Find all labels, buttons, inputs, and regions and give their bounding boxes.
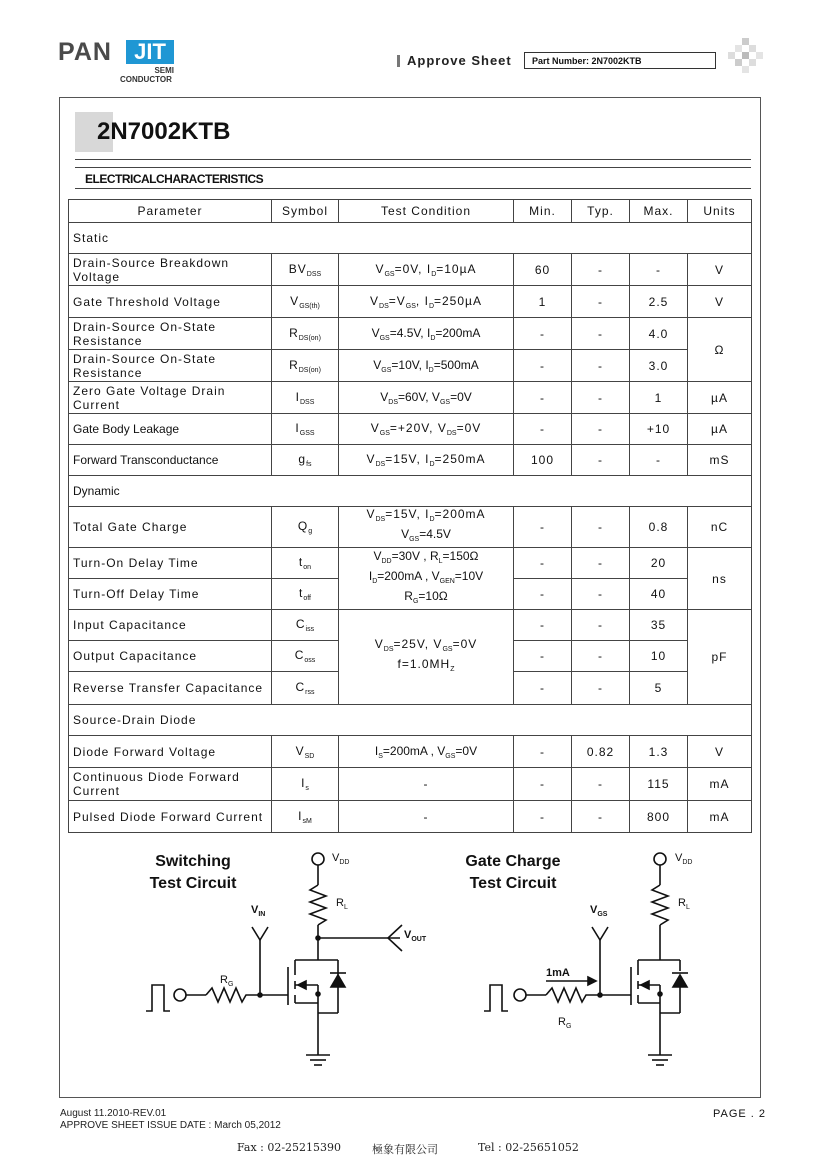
typ-cell: - [572, 801, 630, 833]
condition-cell: - [339, 801, 514, 833]
current-label: 1mA [546, 967, 570, 979]
col-header: Symbol [272, 200, 339, 223]
condition-cell: $V_{DS}=15V$, $I_D=200mA$ $V_{GS}=4.5V$ [339, 507, 514, 548]
typ-cell: - [572, 350, 630, 382]
group-label: Static [69, 223, 752, 254]
min-cell: - [514, 641, 572, 672]
max-cell: 4.0 [630, 318, 688, 350]
symbol-cell: $R_{DS(on)}$ [272, 350, 339, 382]
max-cell: 0.8 [630, 507, 688, 548]
max-cell: 115 [630, 768, 688, 801]
vdd-terminal-icon [654, 853, 666, 865]
col-header: Parameter [69, 200, 272, 223]
param-cell: Output Capacitance [69, 641, 272, 672]
approve-marker [397, 55, 400, 67]
section-rule-top [75, 167, 751, 168]
typ-cell: - [572, 610, 630, 641]
vdd-label: $V_{DD}$ [675, 852, 693, 866]
condition-cell: $V_{DS}=15V$, $I_D=250mA$ [339, 445, 514, 476]
symbol-cell: $Q_g$ [272, 507, 339, 548]
param-cell: Turn-Off Delay Time [69, 579, 272, 610]
vgs-label: $V_{GS}$ [590, 904, 608, 918]
min-cell: - [514, 318, 572, 350]
page-number: PAGE . 2 [713, 1108, 767, 1120]
vdd-terminal-icon [312, 853, 324, 865]
symbol-cell: $I_{GSS}$ [272, 414, 339, 445]
param-cell: Gate Body Leakage [69, 414, 272, 445]
typ-cell: - [572, 507, 630, 548]
param-cell: Drain-Source On-State Resistance [69, 350, 272, 382]
table-row [69, 768, 752, 801]
logo-pan-text: PAN [58, 38, 112, 66]
condition-cell: $V_{DS}=60V$, $V_{GS}=0V$ [339, 382, 514, 414]
unit-cell: V [688, 254, 752, 286]
table-row [69, 801, 752, 833]
typ-cell: - [572, 254, 630, 286]
symbol-cell: $V_{SD}$ [272, 736, 339, 768]
min-cell: - [514, 579, 572, 610]
typ-cell: - [572, 579, 630, 610]
symbol-cell: $R_{DS(on)}$ [272, 318, 339, 350]
issue-date-text: APPROVE SHEET ISSUE DATE : March 05,2012 [60, 1120, 281, 1131]
gate-charge-title: Gate Charge Test Circuit [465, 853, 561, 892]
col-header: Min. [514, 200, 572, 223]
symbol-cell: $t_{on}$ [272, 548, 339, 579]
col-header: Max. [630, 200, 688, 223]
param-cell: Zero Gate Voltage Drain Current [69, 382, 272, 414]
typ-cell: 0.82 [572, 736, 630, 768]
unit-cell: V [688, 736, 752, 768]
part-number-box: Part Number: 2N7002KTB [524, 52, 716, 69]
revision-text: August 11.2010-REV.01 [60, 1108, 167, 1119]
table-row [69, 548, 752, 579]
min-cell: - [514, 768, 572, 801]
typ-cell: - [572, 768, 630, 801]
unit-cell: Ω [688, 318, 752, 382]
vdd-label: $V_{DD}$ [332, 852, 350, 866]
min-cell: - [514, 382, 572, 414]
rl-label: $R_L$ [336, 897, 348, 911]
typ-cell: - [572, 382, 630, 414]
max-cell: 1.3 [630, 736, 688, 768]
electrical-characteristics-table [68, 199, 752, 833]
condition-cell: $V_{GS}=+20V$, $V_{DS}=0V$ [339, 414, 514, 445]
col-header: Units [688, 200, 752, 223]
logo-conductor-text: CONDUCTOR [120, 75, 172, 84]
typ-cell: - [572, 548, 630, 579]
unit-cell: mA [688, 801, 752, 833]
rg-label: $R_G$ [220, 974, 234, 988]
symbol-cell: $V_{GS(th)}$ [272, 286, 339, 318]
max-cell: 5 [630, 672, 688, 705]
table-header-row [69, 200, 752, 223]
param-cell: Total Gate Charge [69, 507, 272, 548]
min-cell: - [514, 801, 572, 833]
group-row [69, 705, 752, 736]
min-cell: 100 [514, 445, 572, 476]
tel-text: Tel : 02-25651052 [478, 1141, 579, 1154]
input-terminal-icon [174, 989, 186, 1001]
param-cell: Pulsed Diode Forward Current [69, 801, 272, 833]
group-label: Source-Drain Diode [69, 705, 752, 736]
unit-cell: µA [688, 382, 752, 414]
min-cell: - [514, 736, 572, 768]
min-cell: - [514, 548, 572, 579]
unit-cell: ns [688, 548, 752, 610]
group-label: Dynamic [69, 476, 752, 507]
unit-cell: mA [688, 768, 752, 801]
table-row [69, 382, 752, 414]
table-row [69, 286, 752, 318]
condition-cell: $I_S=200mA$ , $V_{GS}=0V$ [339, 736, 514, 768]
switching-test-circuit [140, 845, 440, 1085]
condition-cell: - [339, 768, 514, 801]
table-row [69, 350, 752, 382]
param-cell: Drain-Source On-State Resistance [69, 318, 272, 350]
condition-cell: $V_{DS}=25V$, $V_{GS}=0V$ $f=1.0MH_Z$ [339, 610, 514, 705]
table-row [69, 507, 752, 548]
company-name: 極象有限公司 [372, 1143, 438, 1156]
typ-cell: - [572, 672, 630, 705]
min-cell: - [514, 414, 572, 445]
typ-cell: - [572, 286, 630, 318]
condition-cell: $V_{GS}=10V$, $I_D=500mA$ [339, 350, 514, 382]
unit-cell: nC [688, 507, 752, 548]
param-cell: Turn-On Delay Time [69, 548, 272, 579]
max-cell: 1 [630, 382, 688, 414]
symbol-cell: $C_{iss}$ [272, 610, 339, 641]
max-cell: 20 [630, 548, 688, 579]
symbol-cell: $BV_{DSS}$ [272, 254, 339, 286]
param-cell: Forward Transconductance [69, 445, 272, 476]
condition-cell: $V_{DS}=V_{GS}$, $I_D=250\mu A$ [339, 286, 514, 318]
symbol-cell: $I_{sM}$ [272, 801, 339, 833]
approve-sheet-label: Approve Sheet [407, 53, 512, 68]
table-row [69, 318, 752, 350]
param-cell: Diode Forward Voltage [69, 736, 272, 768]
max-cell: 10 [630, 641, 688, 672]
logo-semi-text: SEMI [154, 66, 174, 75]
table-row [69, 610, 752, 641]
min-cell: 60 [514, 254, 572, 286]
section-rule-bottom [75, 188, 751, 189]
typ-cell: - [572, 445, 630, 476]
symbol-cell: $g_{fs}$ [272, 445, 339, 476]
unit-cell: pF [688, 610, 752, 705]
max-cell: +10 [630, 414, 688, 445]
rg-label: $R_G$ [558, 1016, 572, 1030]
table-row [69, 414, 752, 445]
min-cell: 1 [514, 286, 572, 318]
vout-label: $V_{OUT}$ [404, 929, 427, 943]
fax-text: Fax : 02-25215390 [237, 1141, 342, 1154]
condition-cell: $V_{GS}=4.5V$, $I_D=200mA$ [339, 318, 514, 350]
typ-cell: - [572, 318, 630, 350]
symbol-cell: $t_{off}$ [272, 579, 339, 610]
max-cell: 40 [630, 579, 688, 610]
max-cell: - [630, 254, 688, 286]
condition-cell: $V_{GS}=0V$, $I_D=10\mu A$ [339, 254, 514, 286]
table-row [69, 736, 752, 768]
group-row [69, 223, 752, 254]
title-rule [75, 159, 751, 160]
symbol-cell: $I_s$ [272, 768, 339, 801]
gate-charge-test-circuit [480, 845, 720, 1085]
param-cell: Input Capacitance [69, 610, 272, 641]
max-cell: 2.5 [630, 286, 688, 318]
param-cell: Drain-Source Breakdown Voltage [69, 254, 272, 286]
unit-cell: µA [688, 414, 752, 445]
max-cell: 3.0 [630, 350, 688, 382]
min-cell: - [514, 350, 572, 382]
symbol-cell: $C_{rss}$ [272, 672, 339, 705]
section-title: ELECTRICALCHARACTERISTICS [85, 172, 264, 186]
param-cell: Reverse Transfer Capacitance [69, 672, 272, 705]
min-cell: - [514, 672, 572, 705]
typ-cell: - [572, 414, 630, 445]
min-cell: - [514, 610, 572, 641]
input-terminal-icon [514, 989, 526, 1001]
unit-cell: V [688, 286, 752, 318]
param-cell: Gate Threshold Voltage [69, 286, 272, 318]
min-cell: - [514, 507, 572, 548]
table-row [69, 445, 752, 476]
vin-label: $V_{IN}$ [251, 904, 266, 918]
rl-label: $R_L$ [678, 897, 690, 911]
condition-cell: $V_{DD}=30V$ , $R_L=150\Omega$ $I_D=200mA$ , $V_{GEN}=10V$ $R_G=10\Omega$ [339, 548, 514, 610]
part-title: 2N7002KTB [97, 118, 231, 145]
table-row [69, 254, 752, 286]
param-cell: Continuous Diode Forward Current [69, 768, 272, 801]
group-row [69, 476, 752, 507]
symbol-cell: $I_{DSS}$ [272, 382, 339, 414]
switching-title: Switching Test Circuit [149, 853, 237, 892]
logo-jit-badge: JIT [126, 40, 174, 64]
col-header: Typ. [572, 200, 630, 223]
max-cell: 800 [630, 801, 688, 833]
typ-cell: - [572, 641, 630, 672]
decorative-checker-icon [724, 38, 764, 78]
col-header: Test Condition [339, 200, 514, 223]
max-cell: 35 [630, 610, 688, 641]
symbol-cell: $C_{oss}$ [272, 641, 339, 672]
unit-cell: mS [688, 445, 752, 476]
max-cell: - [630, 445, 688, 476]
